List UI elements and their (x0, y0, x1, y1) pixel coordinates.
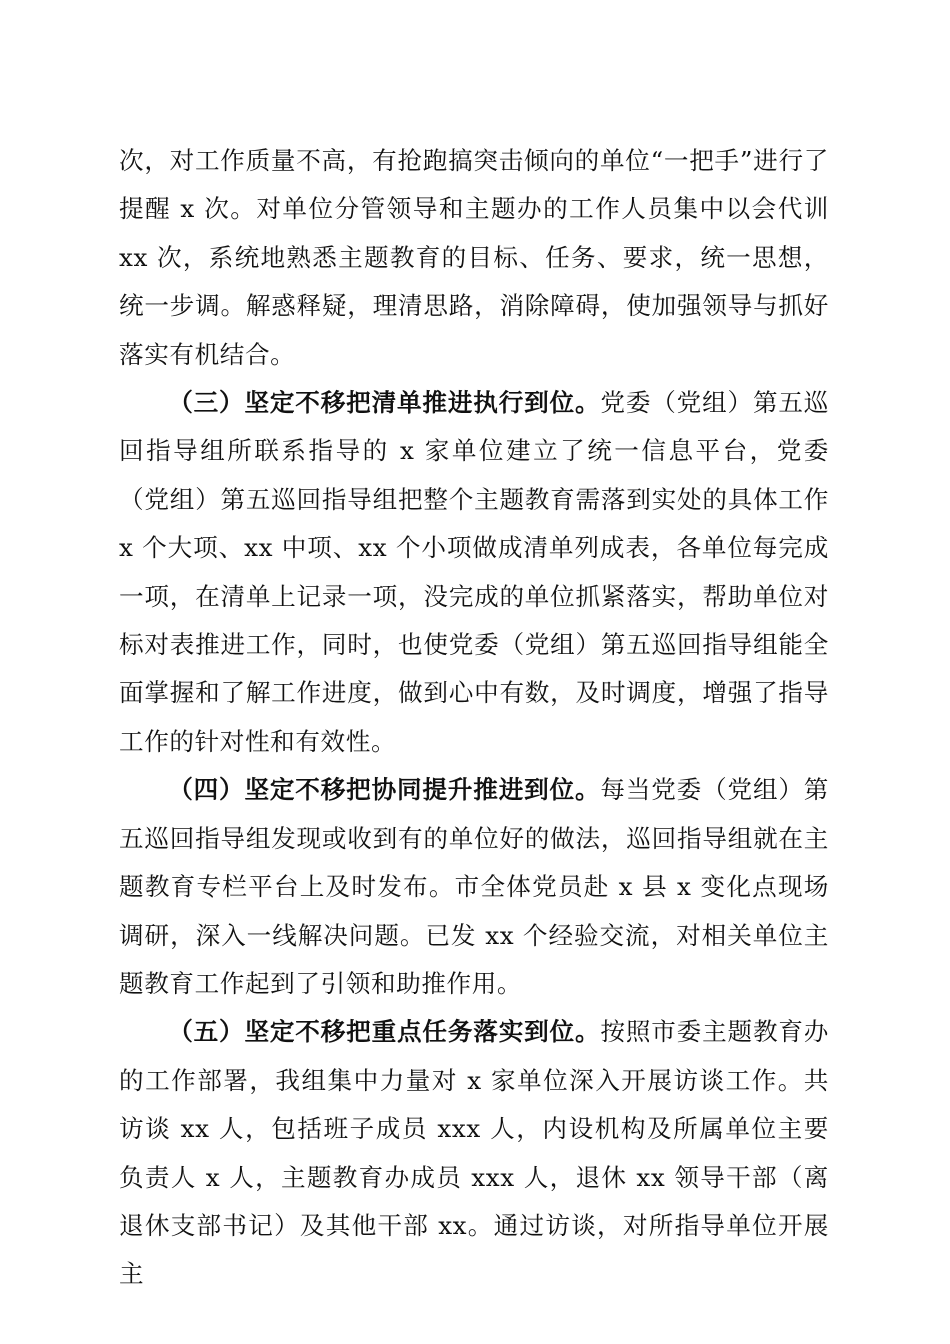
document-body (119, 137, 829, 1299)
section-heading: （五）坚定不移把重点任务落实到位。 (168, 1017, 601, 1047)
paragraph-text: 党委（党组）第五巡回指导组所联系指导的 x 家单位建立了统一信息平台，党委（党组）第五巡回指导组把整个主题教育需落到实处的具体工作 x 个大项、xx 中项、xx 个小项做成清单列成表，各单位每完成一项，在清单上记录一项，没完成的单位抓紧落实，帮助单位对标对表推进工作，同时，也使党委（党组）第五巡回指导组能全面掌握和了解工作进度，做到心中有数，及时调度，增强了指导工作的针对性和有效性。 (119, 388, 829, 756)
paragraph-text: 每当党委（党组）第五巡回指导组发现或收到有的单位好的做法，巡回指导组就在主题教育专栏平台上及时发布。市全体党员赴 x 县 x 变化点现场调研，深入一线解决问题。已发 xx 个经验交流，对相关单位主题教育工作起到了引领和助推作用。 (119, 775, 829, 998)
paragraph-text: 按照市委主题教育办的工作部署，我组集中力量对 x 家单位深入开展访谈工作。共访谈 xx 人，包括班子成员 xxx 人，内设机构及所属单位主要负责人 x 人，主题教育办成员 xxx 人，退休 xx 领导干部（离退休支部书记）及其他干部 xx。通过访谈，对所指导单位开展主 (119, 1017, 829, 1289)
section-heading: （三）坚定不移把清单推进执行到位。 (168, 388, 601, 418)
paragraph-text: 次，对工作质量不高，有抢跑搞突击倾向的单位“一把手”进行了提醒 x 次。对单位分管领导和主题办的工作人员集中以会代训 xx 次，系统地熟悉主题教育的目标、任务、要求，统一思想，统一步调。解惑释疑，理清思路，消除障碍，使加强领导与抓好落实有机结合。 (119, 146, 829, 369)
paragraph-continuation (119, 137, 829, 379)
paragraph-section-three (119, 379, 829, 766)
paragraph-section-four (119, 766, 829, 1008)
paragraph-section-five (119, 1008, 829, 1298)
section-heading: （四）坚定不移把协同提升推进到位。 (168, 775, 601, 805)
